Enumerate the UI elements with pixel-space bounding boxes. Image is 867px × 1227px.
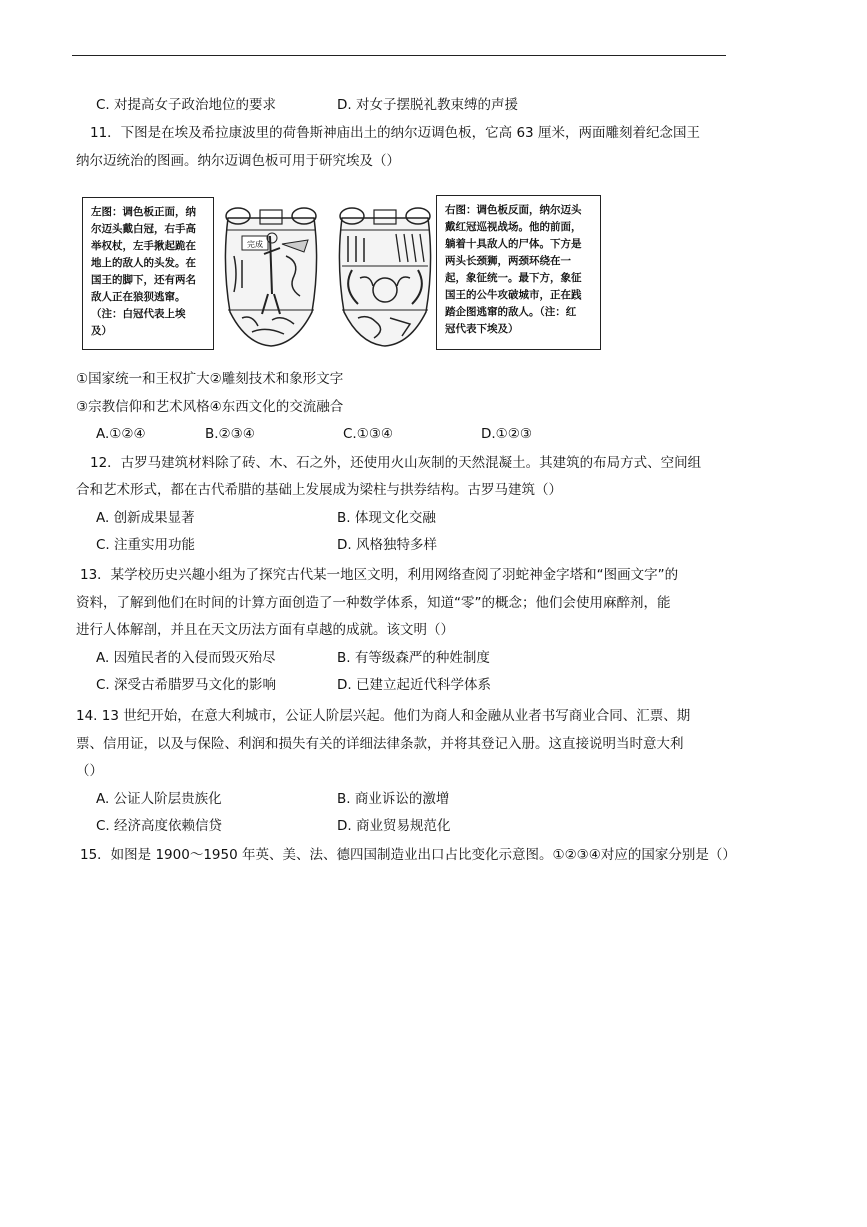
q11-item-line-2: ③宗教信仰和艺术风格④东西文化的交流融合 [76,399,344,415]
q11-option-d: D.①②③ [481,426,532,442]
q14-stem-line-3: （） [76,763,103,779]
q14-stem-line-1: 14. 13 世纪开始，在意大利城市，公证人阶层兴起。他们为商人和金融从业者书写商业合同、汇票、期 [76,708,691,724]
q10-option-c: C. 对提高女子政治地位的要求 [96,97,277,113]
q12-option-c: C. 注重实用功能 [96,537,196,553]
q14-option-a: A. 公证人阶层贵族化 [96,791,222,807]
q14-stem-line-2: 票、信用证，以及与保险、利润和损失有关的详细法律条款，并将其登记入册。这直接说明当时意大利 [76,736,684,752]
q10-option-d: D. 对女子摆脱礼教束缚的声援 [337,97,518,113]
q14-option-b: B. 商业诉讼的激增 [337,791,450,807]
q11-option-b: B.②③④ [205,426,255,442]
q11-option-a: A.①②④ [96,426,146,442]
q13-option-b: B. 有等级森严的种姓制度 [337,650,490,666]
q13-stem-line-3: 进行人体解剖，并且在天文历法方面有卓越的成就。该文明（） [76,622,454,638]
left-caption-box: 左图：调色板正面，纳 尔迈头戴白冠，右手高 举权杖，左手揪起跪在 地上的敌人的头发。在 国王的脚下，还有两名 敌人正在狼狈逃窜。 （注：白冠代表上埃 及） [82,197,214,350]
q12-stem-line-1: 12．古罗马建筑材料除了砖、木、石之外，还使用火山灰制的天然混凝土。其建筑的布局方式、空间组 [90,455,702,471]
narmer-palette-back-image [330,204,440,350]
header-rule [72,55,726,56]
right-caption-box: 右图：调色板反面，纳尔迈头 戴红冠巡视战场。他的前面， 躺着十具敌人的尸体。下方是 两头长颈狮，两颈环绕在一 起，象征统一。最下方，象征 国王的公牛攻破城市，正在践 踏企图逃窜的敌人。（注：红 冠代表下埃及） [436,195,601,350]
q11-item-line-1: ①国家统一和王权扩大②雕刻技术和象形文字 [76,371,344,387]
narmer-palette-front-image [216,204,326,350]
q13-stem-line-1: 13．某学校历史兴趣小组为了探究古代某一地区文明，利用网络查阅了羽蛇神金字塔和“图画文字”的 [80,567,679,583]
q12-option-a: A. 创新成果显著 [96,510,195,526]
q13-option-d: D. 已建立起近代科学体系 [337,677,491,693]
palette-label: 完成 [247,240,263,249]
q12-option-d: D. 风格独特多样 [337,537,437,553]
q11-option-c: C.①③④ [343,426,394,442]
q12-option-b: B. 体现文化交融 [337,510,436,526]
q13-option-a: A. 因殖民者的入侵而毁灭殆尽 [96,650,276,666]
q14-option-d: D. 商业贸易规范化 [337,818,451,834]
q12-stem-line-2: 合和艺术形式，都在古代希腊的基础上发展成为梁柱与拱券结构。古罗马建筑（） [76,482,562,498]
q11-stem-line-1: 11．下图是在埃及希拉康波里的荷鲁斯神庙出土的纳尔迈调色板，它高 63 厘米，两面雕刻着纪念国王 [90,125,700,141]
q14-option-c: C. 经济高度依赖信贷 [96,818,223,834]
q13-option-c: C. 深受古希腊罗马文化的影响 [96,677,277,693]
q11-stem-line-2: 纳尔迈统治的图画。纳尔迈调色板可用于研究埃及（） [76,153,400,169]
q13-stem-line-2: 资料，了解到他们在时间的计算方面创造了一种数学体系，知道“零”的概念；他们会使用麻醉剂，能 [76,595,671,611]
q15-stem-line-1: 15．如图是 1900～1950 年英、美、法、德四国制造业出口占比变化示意图。①②③④对应的国家分别是（） [80,847,736,863]
